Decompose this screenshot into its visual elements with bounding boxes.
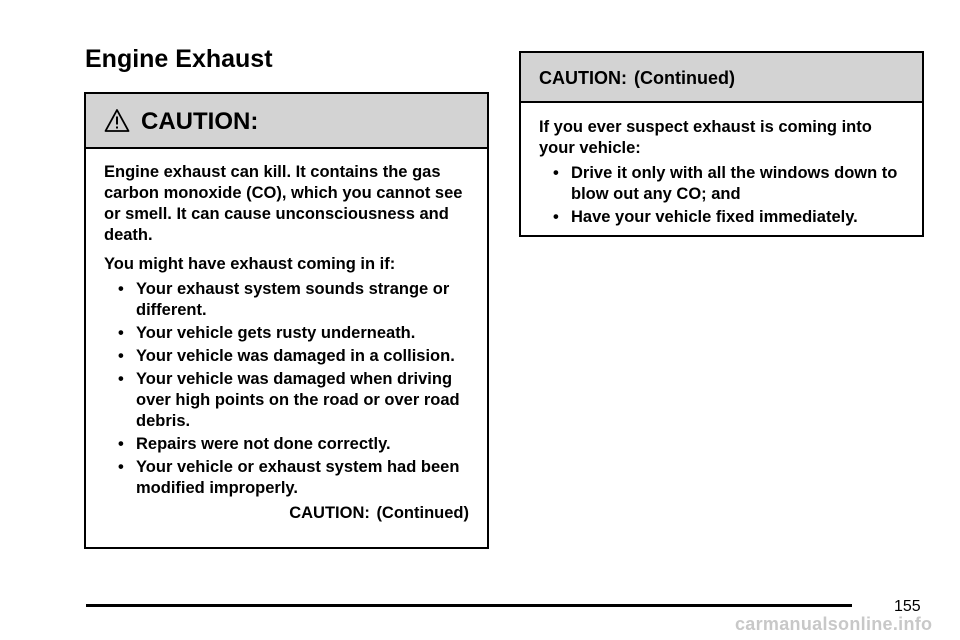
list-item-text: Your vehicle was damaged when driving over high points on the road or over road debris. — [136, 370, 460, 430]
caution-title: CAUTION: — [141, 108, 259, 135]
section-title: Engine Exhaust — [85, 45, 273, 73]
caution-continued-header — [521, 53, 922, 103]
bullet: • — [118, 324, 124, 342]
continued-intro: If you ever suspect exhaust is coming into your vehicle: — [539, 118, 872, 157]
list-item-text: Drive it only with all the windows down to blow out any CO; and — [571, 164, 898, 203]
list-item-text: Your vehicle was damaged in a collision. — [136, 347, 455, 365]
bullet: • — [553, 164, 559, 182]
bullet: • — [118, 370, 124, 388]
bullet: • — [118, 280, 124, 298]
caution-continued-box — [519, 51, 924, 237]
caution-continued-body — [521, 103, 922, 228]
list-item — [104, 279, 469, 321]
list-item-text: Your exhaust system sounds strange or different. — [136, 280, 450, 319]
list-item — [104, 369, 469, 432]
caution-list — [104, 279, 469, 499]
continued-list — [539, 163, 904, 228]
footer-rule — [86, 604, 852, 607]
list-item — [104, 457, 469, 499]
watermark: carmanualsonline.info — [735, 614, 933, 634]
caution-list-intro: You might have exhaust coming in if: — [104, 255, 396, 273]
caution-intro: Engine exhaust can kill. It contains the gas carbon monoxide (CO), which you cannot see or smell. It can cause unconsciousness and death. — [104, 163, 463, 244]
caution-box-header — [86, 94, 487, 149]
page-number: 155 — [894, 598, 921, 615]
caution-continued-title: CAUTION: (Continued) — [539, 68, 735, 88]
list-item-text: Repairs were not done correctly. — [136, 435, 391, 453]
list-item-text: Your vehicle gets rusty underneath. — [136, 324, 416, 342]
bullet: • — [118, 435, 124, 453]
list-item — [104, 346, 469, 367]
bullet: • — [118, 347, 124, 365]
caution-box — [84, 92, 489, 549]
list-item — [539, 207, 904, 228]
list-item-text: Have your vehicle fixed immediately. — [571, 208, 858, 226]
bullet: • — [553, 208, 559, 226]
caution-continued-note: CAUTION: (Continued) — [289, 504, 469, 522]
list-item-text: Your vehicle or exhaust system had been modified improperly. — [136, 458, 460, 497]
caution-body — [86, 149, 487, 524]
bullet: • — [118, 458, 124, 476]
list-item — [104, 434, 469, 455]
list-item — [104, 323, 469, 344]
warning-triangle-icon — [104, 108, 130, 134]
list-item — [539, 163, 904, 205]
